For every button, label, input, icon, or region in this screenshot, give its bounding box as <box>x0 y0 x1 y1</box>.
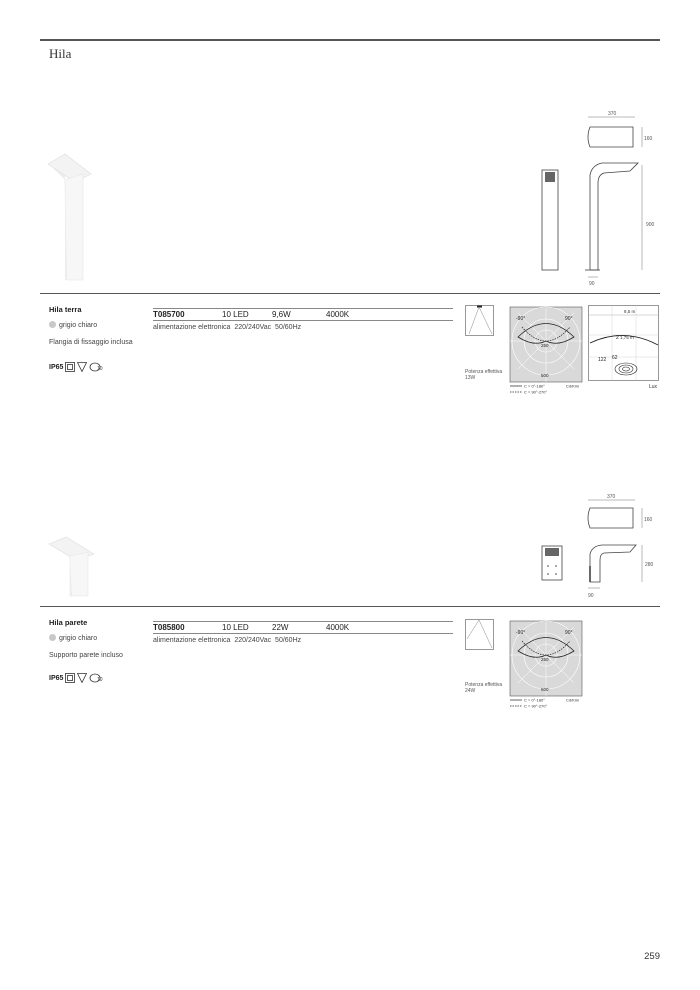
product-note: Supporto parete incluso <box>49 652 123 659</box>
code-row-2 <box>153 623 453 633</box>
enec-icon <box>89 362 103 372</box>
polar-angle-left: -90° <box>516 316 526 322</box>
legend-c0: C = 0°-180° <box>524 383 545 389</box>
supply-info: alimentazione elettronica 220/240Vac 50/60Hz <box>153 324 302 331</box>
code-rule-top-2 <box>153 621 453 622</box>
power: 9,6W <box>272 310 291 319</box>
class-ii-icon <box>65 673 75 683</box>
polar-diagram-terra <box>508 305 586 395</box>
product-code: T085800 <box>153 623 185 632</box>
isolux-v2: 122 <box>598 357 607 363</box>
code-rule-mid-1 <box>153 320 453 321</box>
polar-r-inner: 250 <box>541 343 549 348</box>
product-photo-parete <box>46 536 98 598</box>
legend-c90: C = 90°-270° <box>524 703 548 709</box>
color-swatch-row <box>49 321 97 329</box>
polar-r-outer: 500 <box>541 373 549 378</box>
cert-icons <box>49 362 103 372</box>
product-name: Hila parete <box>49 618 88 627</box>
ip-rating: IP65 <box>49 363 64 371</box>
led-count: 10 LED <box>222 310 249 319</box>
polar-angle-right: 90° <box>565 316 573 322</box>
product-photo-terra <box>45 152 95 282</box>
power: 22W <box>272 623 289 632</box>
page-number: 259 <box>644 951 660 962</box>
product-note: Flangia di fissaggio inclusa <box>49 339 133 346</box>
color-temperature: 4000K <box>326 623 350 632</box>
effective-power-label: Potenza effettiva <box>465 682 503 688</box>
svg-text:10: 10 <box>97 677 103 683</box>
cert-icons <box>49 673 103 683</box>
dim-width: 370 <box>608 111 617 117</box>
color-swatch <box>49 634 56 641</box>
led-count: 10 LED <box>222 623 249 632</box>
dimension-drawing-parete <box>530 490 660 600</box>
isolux-dist-top: 8,5 m <box>624 309 636 314</box>
polar-angle-left: -90° <box>516 630 526 636</box>
code-row-1 <box>153 310 453 320</box>
isolux-v3: 62 <box>612 355 618 361</box>
dim2-height: 280 <box>645 562 654 568</box>
svg-text:10: 10 <box>97 366 103 372</box>
polar-unit: Cd/Klm <box>566 383 580 389</box>
f-mark-icon <box>77 362 87 372</box>
dim-height: 900 <box>646 222 655 228</box>
beam-angle-icon <box>465 619 495 651</box>
product-name: Hila terra <box>49 305 82 314</box>
page-title: Hila <box>49 46 72 61</box>
dim-head-height: 160 <box>644 136 653 142</box>
product-code: T085700 <box>153 310 185 319</box>
code-rule-top-1 <box>153 308 453 309</box>
dimension-drawing-terra <box>530 105 660 290</box>
isolux-diagram-terra <box>588 305 660 391</box>
polar-r-outer: 500 <box>541 687 549 692</box>
polar-unit: Cd/Klm <box>566 697 580 703</box>
section-rule-1 <box>40 293 660 294</box>
polar-diagram-parete <box>508 619 586 709</box>
code-rule-mid-2 <box>153 633 453 634</box>
isolux-v1: 2 <box>616 335 619 341</box>
polar-r-inner: 250 <box>541 657 549 662</box>
effective-power-value: 13W <box>465 375 476 381</box>
color-label: grigio chiaro <box>59 635 98 642</box>
beam-angle-icon <box>465 305 495 337</box>
class-ii-icon <box>65 362 75 372</box>
top-rule <box>40 39 660 41</box>
dim2-base: 90 <box>588 593 594 599</box>
legend-c90: C = 90°-270° <box>524 389 548 395</box>
isolux-dist-mid: 1,75 m <box>620 335 634 340</box>
color-swatch <box>49 321 56 328</box>
legend-c0: C = 0°-180° <box>524 697 545 703</box>
section-rule-2 <box>40 606 660 607</box>
color-label: grigio chiaro <box>59 322 98 329</box>
polar-angle-right: 90° <box>565 630 573 636</box>
color-swatch-row <box>49 634 97 642</box>
isolux-unit: Lux <box>649 384 658 390</box>
dim2-head-height: 160 <box>644 517 653 523</box>
enec-icon <box>89 673 103 683</box>
dim2-width: 370 <box>607 494 616 500</box>
ip-rating: IP65 <box>49 674 64 682</box>
effective-power-label: Potenza effettiva <box>465 369 503 375</box>
dim-base: 90 <box>589 281 595 287</box>
effective-power-value: 24W <box>465 688 476 694</box>
f-mark-icon <box>77 673 87 683</box>
supply-info: alimentazione elettronica 220/240Vac 50/60Hz <box>153 637 302 644</box>
color-temperature: 4000K <box>326 310 350 319</box>
